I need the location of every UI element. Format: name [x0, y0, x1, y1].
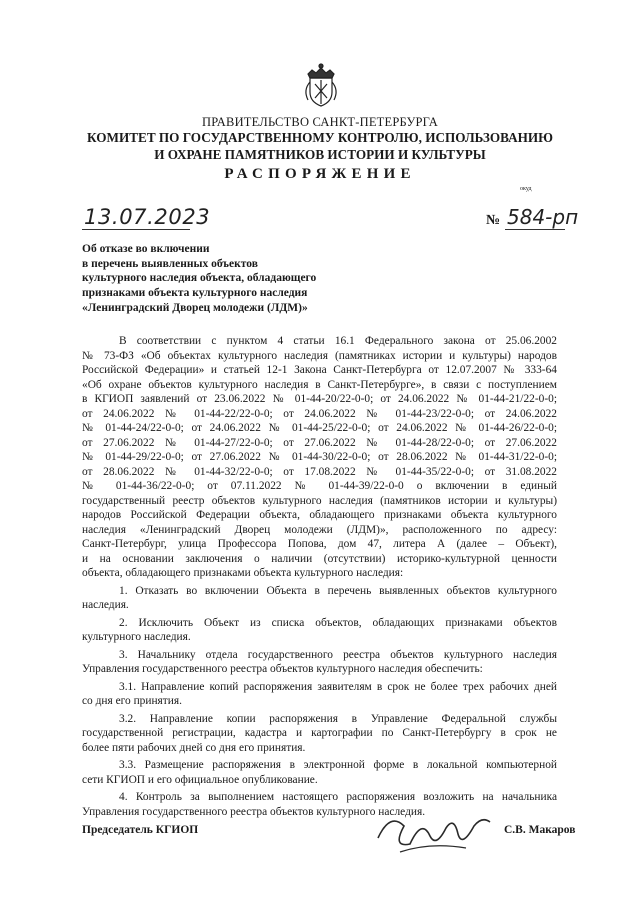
committee-heading-line2: И ОХРАНЕ ПАМЯТНИКОВ ИСТОРИИ И КУЛЬТУРЫ: [154, 147, 486, 162]
coat-of-arms-icon: [298, 60, 344, 110]
subject-line: культурного наследия объекта, обладающего: [82, 272, 317, 285]
body-line: от 28.06.2022 № 01-44-32/22-0-0; от 17.08.2022 № 01-44-35/22-0-0; от 31.08.2022: [82, 465, 557, 478]
body-line: В соответствии с пунктом 4 статьи 16.1 Федерального закона от 25.06.2002: [119, 335, 557, 347]
body-line: № 01-44-24/22-0-0; от 24.06.2022 № 01-44-25/22-0-0; от 24.06.2022 № 01-44-26/22-0-0;: [82, 422, 557, 434]
body-line: Российской Федерации» и статьей 12-1 Закона Санкт-Петербурга от 12.07.2007 № 333-64: [82, 364, 557, 376]
government-heading: ПРАВИТЕЛЬСТВО САНКТ-ПЕТЕРБУРГА: [202, 115, 438, 129]
document-subject: [82, 242, 316, 316]
committee-heading-line1: КОМИТЕТ ПО ГОСУДАРСТВЕННОМУ КОНТРОЛЮ, ИСПОЛЬЗОВАНИЮ: [87, 130, 553, 145]
body-line: № 01-44-36/22-0-0; от 07.11.2022 № 01-44-39/22-0-0 о включении в единый: [82, 480, 557, 492]
date-underline: [82, 229, 190, 230]
clause-3-2-cont: государственной регистрации, кадастра и картографии по Санкт-Петербургу в срок не: [82, 727, 557, 739]
clause-4-cont: Управления государственного реестра объектов культурного наследия.: [82, 805, 426, 818]
body-line: от 27.06.2022 № 01-44-27/22-0-0; от 27.06.2022 № 01-44-28/22-0-0; от 27.06.2022: [82, 436, 557, 449]
clause-2: 2. Исключить Объект из списка объектов, обладающих признаками объектов: [119, 616, 557, 629]
number-underline: [505, 229, 565, 230]
body-line: в КГИОП заявлений от 23.06.2022 № 01-44-20/22-0-0; от 24.06.2022 № 01-44-21/22-0-0;: [82, 393, 557, 405]
subject-line: Об отказе во включении: [82, 243, 210, 255]
body-line: № 01-44-29/22-0-0; от 27.06.2022 № 01-44-30/22-0-0; от 28.06.2022 № 01-44-31/22-0-0;: [82, 451, 557, 463]
body-line: объекта, обладающего признаками объекта культурного наследия:: [82, 567, 404, 579]
document-type-title: РАСПОРЯЖЕНИЕ: [224, 166, 416, 182]
clause-3: 3. Начальнику отдела государственного реестра объектов культурного наследия: [119, 648, 557, 661]
clause-2-cont: культурного наследия.: [82, 631, 191, 643]
body-line: № 73-ФЗ «Об объектах культурного наследия (памятниках истории и культуры) народов: [82, 349, 557, 362]
subject-line: признаками объекта культурного наследия: [82, 287, 308, 300]
number-label: №: [486, 213, 501, 228]
body-line: и на основании заключения о наличии (отсутствии) историко-культурной ценности: [82, 552, 557, 565]
clause-3-cont: Управления государственного реестра объектов культурного наследия обеспечить:: [82, 663, 483, 675]
subject-line: «Ленинградский Дворец молодежи (ЛДМ)»: [82, 301, 308, 314]
document-date: 13.07.2023: [84, 205, 211, 229]
clause-3-3: 3.3. Размещение распоряжения в электронной форме в локальной компьютерной: [119, 759, 557, 771]
body-line: государственный реестр объектов культурного наследия (памятников истории и культуры): [82, 494, 557, 507]
handwritten-signature-icon: [370, 808, 500, 860]
clause-1: 1. Отказать во включении Объекта в перечень выявленных объектов культурного: [119, 584, 557, 597]
document-body: [82, 334, 557, 819]
body-line: от 24.06.2022 № 01-44-22/22-0-0; от 24.06.2022 № 01-44-23/22-0-0; от 24.06.2022: [82, 407, 557, 420]
clause-3-2: 3.2. Направление копии распоряжения в Управление Федеральной службы: [119, 712, 557, 725]
signatory-name: С.В. Макаров: [504, 824, 576, 836]
body-line: «Об охране объектов культурного наследия в Санкт-Петербурге», в связи с поступлением: [82, 378, 557, 391]
clause-3-1: 3.1. Направление копий распоряжения заявителям в срок не более трех рабочих дней: [119, 680, 557, 693]
clause-4: 4. Контроль за выполнением настоящего распоряжения возложить на начальника: [119, 791, 557, 803]
document-number: 584-рп: [507, 205, 579, 229]
clause-3-2-cont: более пяти рабочих дней со дня его принятия.: [82, 741, 306, 754]
clause-3-3-cont: сети КГИОП и его официальное опубликование.: [82, 773, 318, 786]
okud-label: окуд: [520, 186, 532, 192]
body-line: народов Российской Федерации объекта, обладающего признаками объекта культурного: [82, 509, 557, 521]
body-line: Санкт-Петербург, улица Профессора Попова, дом 47, литера А (далее – Объект),: [82, 538, 557, 550]
body-line: наследия «Ленинградский Дворец молодежи (ЛДМ)», расположенного по адресу:: [82, 523, 557, 536]
clause-1-cont: наследия.: [82, 599, 129, 611]
signatory-title: Председатель КГИОП: [82, 824, 199, 836]
clause-3-1-cont: со дня его принятия.: [82, 695, 182, 707]
subject-line: в перечень выявленных объектов: [82, 257, 258, 270]
